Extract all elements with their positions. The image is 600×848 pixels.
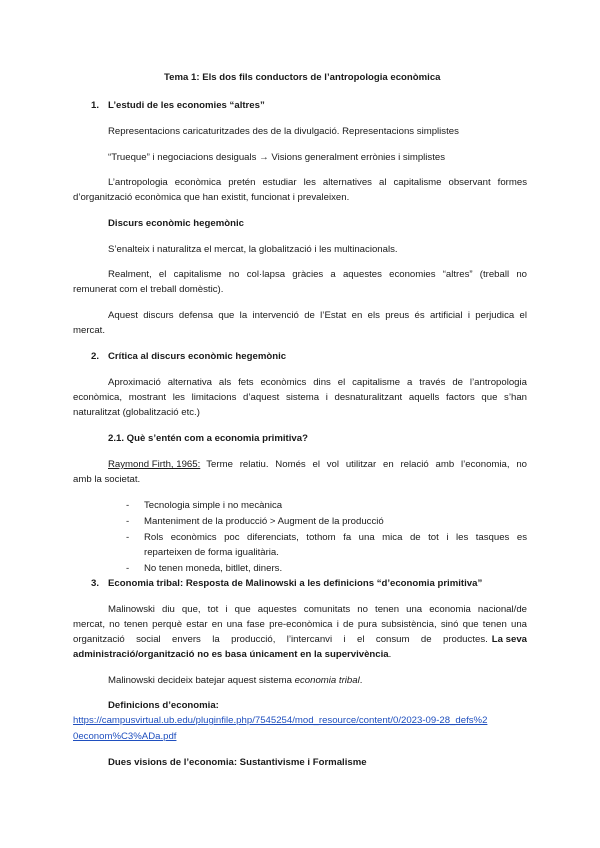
s1-paragraph-6-line-1: Aquest discurs defensa que la intervenció de l’Estat en els preus és artificial i perjudica el: [108, 310, 527, 321]
section-3-heading: Economia tribal: Resposta de Malinowski a les definicions “d’economia primitiva”: [108, 578, 483, 589]
s3-paragraph-1-line-3: [73, 634, 527, 646]
list-item-continuation: reparteixen de forma igualitària.: [144, 547, 279, 558]
bullet-dash: -: [126, 532, 130, 543]
s1-paragraph-3-line-2: d’organització econòmica que han existit, funcionat i prevaleixen.: [73, 192, 350, 203]
s1-subheading: Discurs econòmic hegemònic: [108, 218, 244, 229]
firth-line-2: amb la societat.: [73, 474, 141, 485]
s2-paragraph-1-line-2: econòmica, mostrant les limitacions d’aquest sistema i desnaturalitzant aquells factors que s’han: [73, 392, 527, 403]
section-2-number: 2.: [91, 351, 100, 362]
document-title: Tema 1: Els dos fils conductors de l’antropologia econòmica: [164, 72, 441, 83]
s2-subheading: 2.1. Què s’entén com a economia primitiva?: [108, 433, 308, 444]
list-item: Manteniment de la producció > Augment de la producció: [144, 516, 384, 527]
s2-paragraph-1-line-3: naturalitzat (globalització etc.): [73, 407, 200, 418]
bullet-dash: -: [126, 563, 130, 574]
s1-paragraph-2: “Trueque” i negociacions desiguals → Visions generalment errònies i simplistes: [108, 152, 446, 163]
firth-line-1: [108, 459, 527, 471]
s1-paragraph-5-line-1: Realment, el capitalisme no col·lapsa gràcies a aquestes economies “altres” (treball no: [108, 269, 527, 280]
s2-paragraph-1-line-1: Aproximació alternativa als fets econòmics dins el capitalisme a través de l’antropologia: [108, 377, 527, 388]
bullet-dash: -: [126, 500, 130, 511]
firth-definition: Terme relatiu. Només el vol utilitzar en relació amb l’economia, no: [206, 459, 527, 470]
definitions-link-line-1[interactable]: https://campusvirtual.ub.edu/pluginfile.php/7545254/mod_resource/content/0/2023-09-28_defs%2: [73, 715, 488, 726]
section-1-number: 1.: [91, 100, 100, 111]
s3-p2-end: .: [359, 675, 363, 686]
section-1-heading: L’estudi de les economies “altres”: [108, 100, 265, 111]
firth-reference: Raymond Firth, 1965:: [108, 459, 201, 470]
list-item: Rols econòmics poc diferenciats, tothom fa una mica de tot i les tasques es: [144, 532, 527, 543]
s3-line-3-bold: La seva: [491, 634, 527, 645]
section-3-number: 3.: [91, 578, 100, 589]
list-item: Tecnologia simple i no mecànica: [144, 500, 283, 511]
s3-paragraph-1-line-2: mercat, no tenen perquè estar en una fase pre-econòmica i de pura subsistència, sinó que tenen una: [73, 619, 527, 630]
s1-paragraph-1: Representacions caricaturitzades des de la divulgació. Representacions simplistes: [108, 126, 459, 137]
s3-line-3-text: organització social envers la producció, l’intercanvi i el consum de productes.: [73, 634, 488, 645]
economia-tribal-term: economia tribal: [294, 675, 360, 686]
s1-paragraph-5-line-2: remunerat com el treball domèstic).: [73, 284, 224, 295]
bullet-dash: -: [126, 516, 130, 527]
s3-p2-start: Malinowski decideix batejar aquest sistema: [108, 675, 292, 686]
s3-paragraph-2: [108, 675, 362, 687]
s3-line-4-end: .: [388, 649, 392, 660]
s3-paragraph-1-line-1: Malinowski diu que, tot i que aquestes comunitats no tenen una economia nacional/de: [108, 604, 527, 615]
list-item: No tenen moneda, bitllet, diners.: [144, 563, 283, 574]
definitions-link-line-2[interactable]: 0econom%C3%ADa.pdf: [73, 731, 177, 742]
s3-line-4-bold: administració/organització no es basa únicament en la supervivència: [73, 649, 389, 660]
s1-paragraph-3-line-1: L’antropologia econòmica pretén estudiar les alternatives al capitalisme observant formes: [108, 177, 527, 188]
s1-paragraph-4: S’enalteix i naturalitza el mercat, la globalització i les multinacionals.: [108, 244, 398, 255]
section-2-heading: Crítica al discurs econòmic hegemònic: [108, 351, 287, 362]
visions-heading: Dues visions de l’economia: Sustantivisme i Formalisme: [108, 757, 367, 768]
s1-paragraph-6-line-2: mercat.: [73, 325, 105, 336]
definitions-heading: Definicions d’economia:: [108, 700, 219, 711]
s3-paragraph-1-line-4: [73, 649, 391, 661]
